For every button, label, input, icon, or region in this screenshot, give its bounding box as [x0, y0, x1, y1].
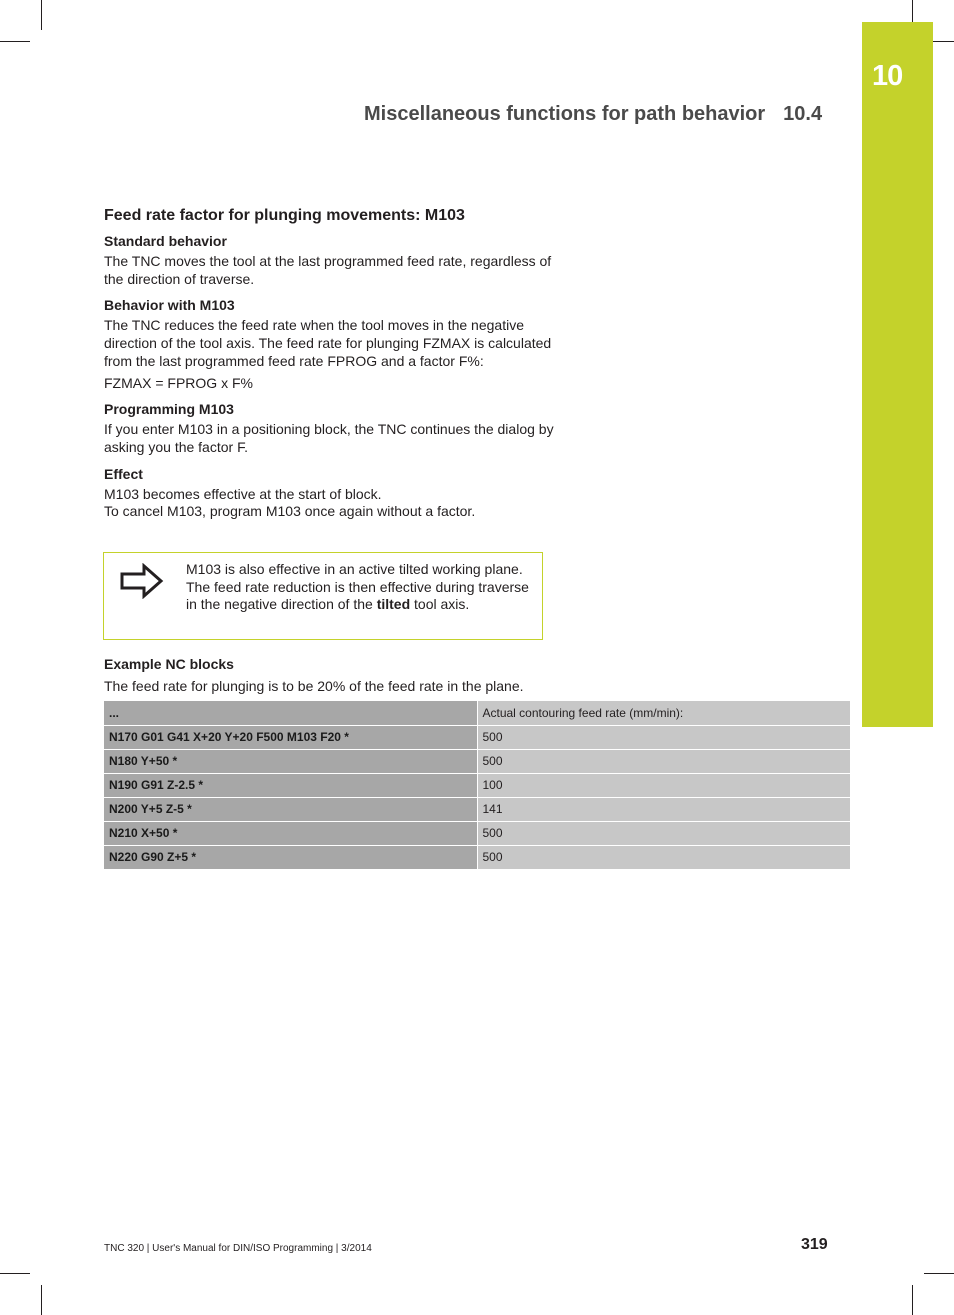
- paragraph: The TNC reduces the feed rate when the tool moves in the negative direction of the tool axis. The feed rate for plunging FZMAX is calculated from the last programmed feed rate FPROG and a factor F%:: [104, 317, 552, 369]
- feed-rate-cell: 141: [477, 797, 850, 821]
- running-head-title: Miscellaneous functions for path behavior: [364, 103, 766, 125]
- nc-block-cell: N180 Y+50 *: [104, 749, 477, 773]
- table-row: [104, 845, 850, 869]
- subsection-title: Programming M103: [104, 401, 234, 418]
- note-text-part: tool axis.: [410, 596, 470, 612]
- example-intro: The feed rate for plunging is to be 20% of the feed rate in the plane.: [104, 678, 524, 694]
- example-section: [104, 655, 664, 696]
- nc-block-cell: N200 Y+5 Z-5 *: [104, 797, 477, 821]
- nc-block-cell: N170 G01 G41 X+20 Y+20 F500 M103 F20 *: [104, 725, 477, 749]
- feed-rate-cell: 100: [477, 773, 850, 797]
- crop-mark: [41, 1285, 42, 1315]
- table-row: [104, 701, 850, 725]
- table-row: [104, 797, 850, 821]
- paragraph: The TNC moves the tool at the last programmed feed rate, regardless of the direction of traverse.: [104, 253, 552, 287]
- table-row: [104, 773, 850, 797]
- note-text-bold: tilted: [376, 596, 411, 612]
- crop-mark: [0, 1273, 30, 1274]
- sections: [104, 232, 554, 521]
- table-row: [104, 725, 850, 749]
- crop-mark: [41, 0, 42, 30]
- table-row: [104, 821, 850, 845]
- crop-mark: [924, 1273, 954, 1274]
- crop-mark: [912, 1285, 913, 1315]
- crop-mark: [0, 41, 30, 42]
- feed-rate-cell: 500: [477, 845, 850, 869]
- subsection-title: Standard behavior: [104, 233, 227, 249]
- note-box: [103, 552, 543, 640]
- chapter-tab: [862, 22, 933, 727]
- running-head-section: 10.4: [783, 103, 823, 125]
- example-title: Example NC blocks: [104, 656, 234, 672]
- subsection-title: Behavior with M103: [104, 297, 235, 314]
- paragraph: M103 becomes effective at the start of block.: [104, 485, 382, 502]
- note-text-part: M103 is also effective in an active tilted working plane. The feed rate reduction is then effective during traverse in the negative direction of the: [186, 561, 529, 612]
- paragraph: FZMAX = FPROG x F%: [104, 374, 253, 391]
- paragraph: If you enter M103 in a positioning block, the TNC continues the dialog by asking you the factor F.: [104, 421, 554, 455]
- subsection-title: Effect: [104, 465, 143, 482]
- main-content: [104, 205, 554, 521]
- feed-rate-cell: 500: [477, 725, 850, 749]
- nc-block-cell: N220 G90 Z+5 *: [104, 845, 477, 869]
- paragraph: To cancel M103, program M103 once again without a factor.: [104, 503, 476, 520]
- section-heading: Feed rate factor for plunging movements: M103: [104, 207, 465, 224]
- footer-text: TNC 320 | User's Manual for DIN/ISO Programming | 3/2014: [104, 1243, 372, 1254]
- right-arrow-icon: [120, 563, 164, 599]
- nc-block-cell: ...: [104, 701, 477, 725]
- running-head: [364, 103, 822, 126]
- chapter-number: 10: [872, 60, 903, 92]
- nc-block-cell: N190 G91 Z-2.5 *: [104, 773, 477, 797]
- page-number: 319: [801, 1236, 828, 1253]
- table-row: [104, 749, 850, 773]
- note-text: [186, 561, 538, 614]
- feed-rate-cell: Actual contouring feed rate (mm/min):: [477, 701, 850, 725]
- nc-blocks-table: [104, 701, 850, 870]
- feed-rate-cell: 500: [477, 749, 850, 773]
- nc-block-cell: N210 X+50 *: [104, 821, 477, 845]
- feed-rate-cell: 500: [477, 821, 850, 845]
